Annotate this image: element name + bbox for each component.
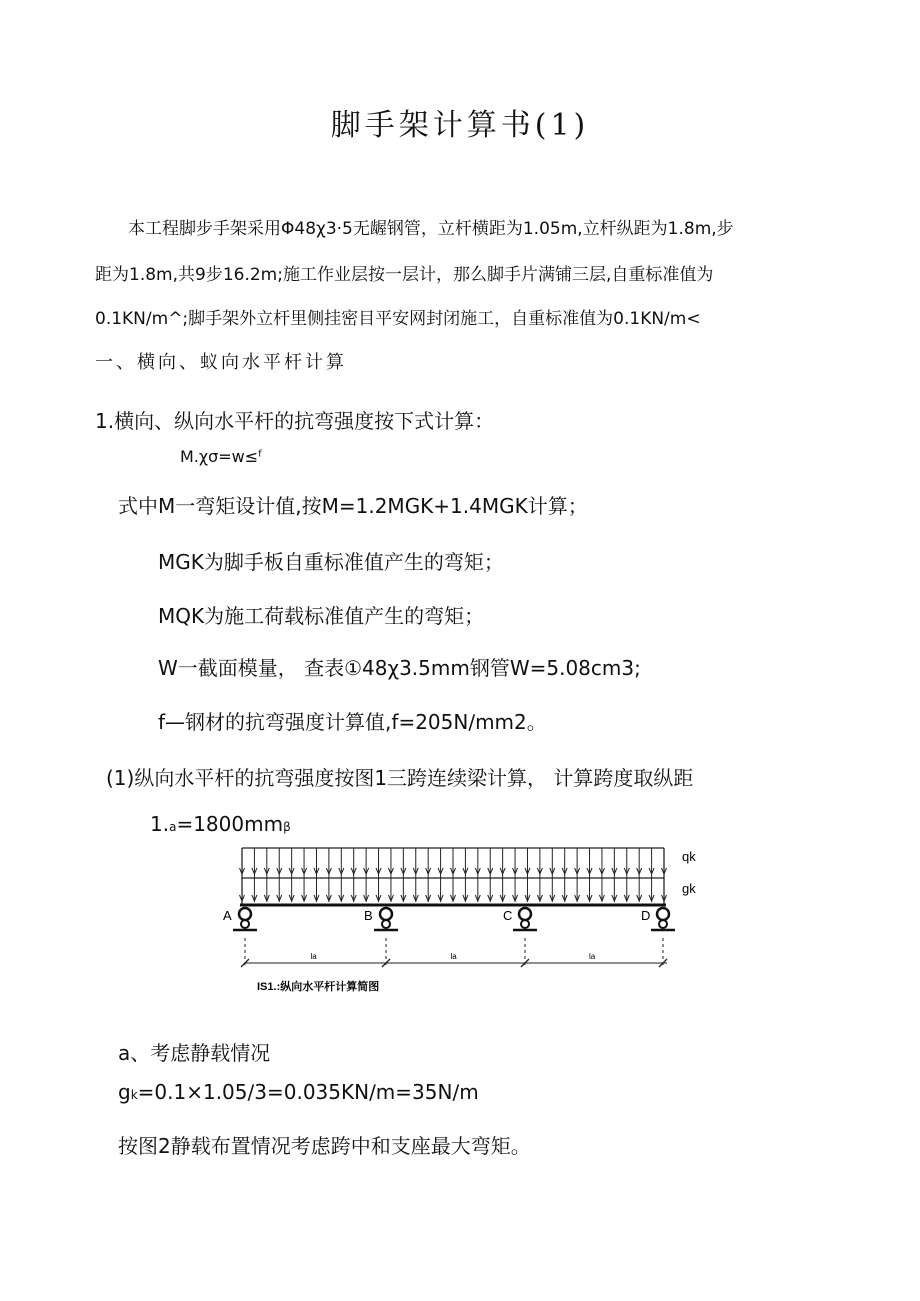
gk-value: =0.1×1.05∕3=0.035KN∕m=35N∕m (137, 1080, 479, 1104)
span-label: la (310, 952, 317, 961)
gk-subscript: k (130, 1088, 138, 1102)
definition-mqk: MQK为施工荷载标准值产生的弯矩； (158, 604, 485, 628)
where-line: 式中M一弯矩设计值,按M=1.2MGK+1.4MGK计算； (118, 494, 588, 518)
section-heading: 一、横向、蚁向水平杆计算 (95, 352, 347, 373)
span-suffix: β (283, 820, 291, 834)
gk-label: gk (682, 881, 696, 896)
definition-w: W一截面模量， 查表①48χ3.5mm钢管W=5.08cm3; (158, 656, 641, 680)
gk-equation (118, 1080, 479, 1104)
span-label: la (450, 952, 457, 961)
diagram-caption: IS1.:纵向水平杆计算简图 (257, 981, 380, 993)
load-arrows (240, 848, 667, 902)
case-a: a、考虑静载情况 (118, 1041, 271, 1065)
intro-line-2: 距为1.8m,共9步16.2m;施工作业层按一层计，那么脚手片满铺三层,自重标准值为 (95, 265, 714, 285)
support-d (641, 908, 675, 930)
subsection-heading: 1.横向、纵向水平杆的抗弯强度按下式计算： (95, 409, 495, 433)
definition-mgk: MGK为脚手板自重标准值产生的弯矩； (158, 550, 504, 574)
beam-diagram (212, 838, 702, 998)
support-label: A (223, 908, 232, 923)
support-a (223, 908, 257, 930)
span-sub: a (169, 820, 177, 834)
support-label: D (641, 908, 651, 923)
span-value (150, 812, 291, 836)
qk-label: qk (682, 849, 696, 864)
support-label: C (503, 908, 513, 923)
definition-f: f—钢材的抗弯强度计算值,f=205N∕mm2。 (158, 710, 547, 734)
supports (223, 908, 675, 930)
support-label: B (364, 908, 373, 923)
document-title: 脚手架计算书(1) (330, 108, 590, 143)
formula: M.χσ=w≤ᶠ (180, 447, 263, 466)
intro-line-3: 0.1KN∕m^;脚手架外立杆里侧挂密目平安网封闭施工，自重标准值为0.1KN∕m< (95, 309, 701, 329)
support-b (364, 908, 398, 930)
span-number: =1800mm (176, 812, 284, 836)
gk-symbol: g (118, 1080, 131, 1104)
note-line: 按图2静载布置情况考虑跨中和支座最大弯矩。 (118, 1134, 531, 1158)
support-c (503, 908, 537, 930)
span-label: la (589, 952, 596, 961)
span-prefix: 1. (150, 812, 170, 836)
item-1: (1)纵向水平杆的抗弯强度按图1三跨连续梁计算， 计算跨度取纵距 (106, 766, 694, 790)
intro-line-1: 本工程脚步手架采用Φ48χ3·5无龌钢管，立杆横距为1.05m,立杆纵距为1.8m,步 (128, 219, 734, 239)
